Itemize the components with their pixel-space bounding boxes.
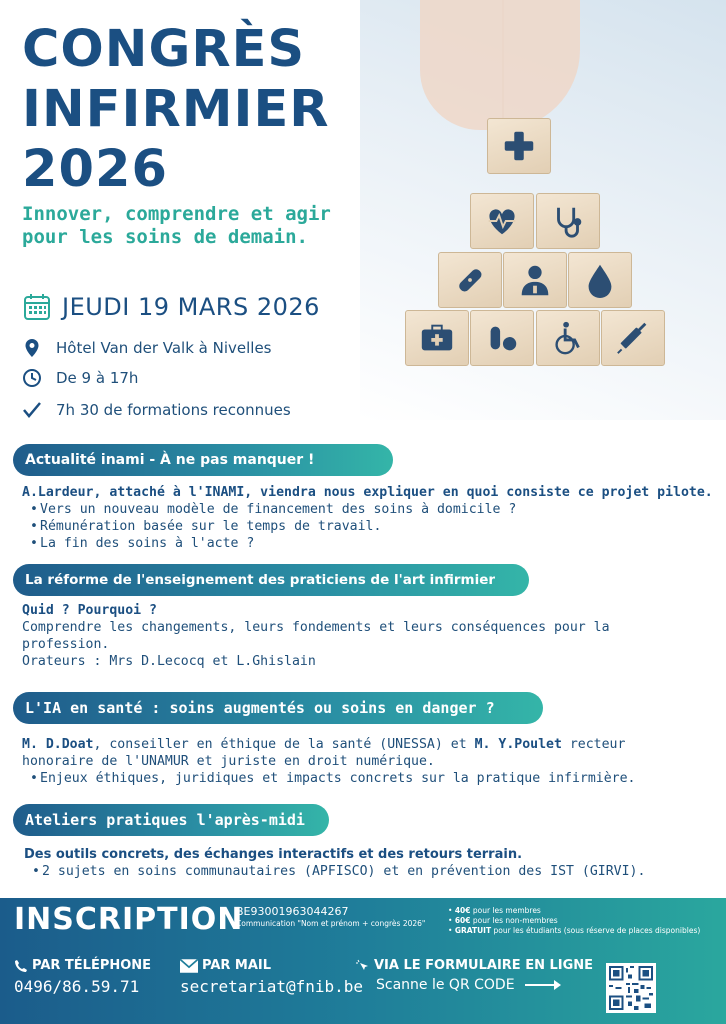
ia-text-2: recteur honoraire de l'UNAMUR et juriste en droit numérique.	[22, 737, 626, 769]
ia-speaker-2: M. Y.Poulet	[474, 737, 562, 752]
phone-icon	[14, 959, 28, 973]
drop-icon	[568, 252, 632, 308]
section-heading-reforme: La réforme de l'enseignement des praticiens de l'art infirmier	[13, 564, 529, 596]
section-heading-ateliers: Ateliers pratiques l'après-midi	[13, 804, 329, 836]
hours-row	[22, 368, 138, 388]
ia-text-1: , conseiller en éthique de la santé (UNESSA) et	[93, 737, 475, 752]
qr-code[interactable]	[606, 963, 656, 1013]
title-line-2: INFIRMIER	[22, 80, 330, 139]
title-line-3: 2026	[22, 140, 168, 199]
arrow-right-icon	[525, 984, 559, 986]
ateliers-intro: Des outils concrets, des échanges interactifs et des retours terrain.	[24, 847, 523, 862]
section-reforme	[22, 602, 672, 670]
location-text: Hôtel Van der Valk à Nivelles	[56, 339, 272, 357]
page-title	[22, 20, 330, 200]
price-item: • GRATUIT pour les étudiants (sous réserve de places disponibles)	[448, 926, 701, 935]
wheelchair-icon	[536, 310, 600, 366]
ia-speaker-1: M. D.Doat	[22, 737, 94, 752]
form-label: VIA LE FORMULAIRE EN LIGNE	[374, 958, 594, 973]
subtitle: Innover, comprendre et agir pour les soins de demain.	[22, 203, 331, 248]
iban-number: BE93001963044267	[236, 905, 349, 918]
clock-icon	[22, 368, 42, 388]
section-heading-inami: Actualité inami - À ne pas manquer !	[13, 444, 393, 476]
medical-cross-icon	[487, 118, 551, 174]
hours-text: De 9 à 17h	[56, 369, 139, 387]
contact-form[interactable]	[356, 958, 593, 993]
first-aid-kit-icon	[405, 310, 469, 366]
syringe-icon	[601, 310, 665, 366]
list-item: • Vers un nouveau modèle de financement des soins à domicile ?	[30, 501, 722, 518]
heart-pulse-icon	[470, 193, 534, 249]
iban-communication: Communication "Nom et prénom + congrès 2026"	[236, 919, 426, 928]
location-row	[22, 338, 272, 358]
section-ia	[22, 736, 662, 787]
trainings-text: 7h 30 de formations reconnues	[56, 401, 291, 419]
ia-speakers	[22, 736, 662, 770]
check-icon	[22, 400, 42, 420]
doctor-icon	[503, 252, 567, 308]
reforme-question: Quid ? Pourquoi ?	[22, 603, 157, 618]
inami-intro: A.Lardeur, attaché à l'INAMI, viendra nous expliquer en quoi consiste ce projet pilote.	[22, 485, 713, 500]
contact-mail[interactable]	[180, 958, 363, 996]
phone-label: PAR TÉLÉPHONE	[32, 958, 152, 973]
mail-icon	[180, 959, 198, 973]
price-item: • 40€ pour les membres	[448, 906, 541, 915]
cursor-click-icon	[356, 959, 370, 973]
iban-block	[236, 906, 425, 930]
price-list	[448, 906, 700, 936]
reforme-text: Comprendre les changements, leurs fondements et leurs conséquences pour la profession.	[22, 620, 610, 652]
event-date-text: JEUDI 19 MARS 2026	[62, 293, 320, 321]
bandage-icon	[438, 252, 502, 308]
list-item: • 2 sujets en soins communautaires (APFISCO) et en prévention des IST (GIRVI).	[32, 863, 674, 880]
stethoscope-icon	[536, 193, 600, 249]
location-pin-icon	[22, 338, 42, 358]
pills-icon	[470, 310, 534, 366]
list-item: • Rémunération basée sur le temps de travail.	[30, 518, 722, 535]
calendar-icon	[22, 292, 52, 322]
mail-address[interactable]: secretariat@fnib.be	[180, 977, 364, 996]
section-ateliers	[24, 846, 674, 880]
section-heading-ia: L'IA en santé : soins augmentés ou soins en danger ?	[13, 692, 543, 724]
title-line-1: CONGRÈS	[22, 20, 306, 79]
form-hint: Scanne le QR CODE	[376, 977, 593, 993]
section-inami	[22, 484, 722, 552]
price-item: • 60€ pour les non-membres	[448, 916, 558, 925]
event-date	[22, 292, 320, 322]
phone-number[interactable]: 0496/86.59.71	[14, 977, 140, 996]
list-item: • La fin des soins à l'acte ?	[30, 535, 722, 552]
contact-phone[interactable]	[14, 958, 151, 996]
mail-label: PAR MAIL	[202, 958, 272, 973]
list-item: • Enjeux éthiques, juridiques et impacts concrets sur la pratique infirmière.	[30, 770, 662, 787]
inscription-title: INSCRIPTION	[14, 902, 244, 937]
trainings-row	[22, 400, 291, 420]
reforme-speakers: Orateurs : Mrs D.Lecocq et L.Ghislain	[22, 654, 316, 669]
